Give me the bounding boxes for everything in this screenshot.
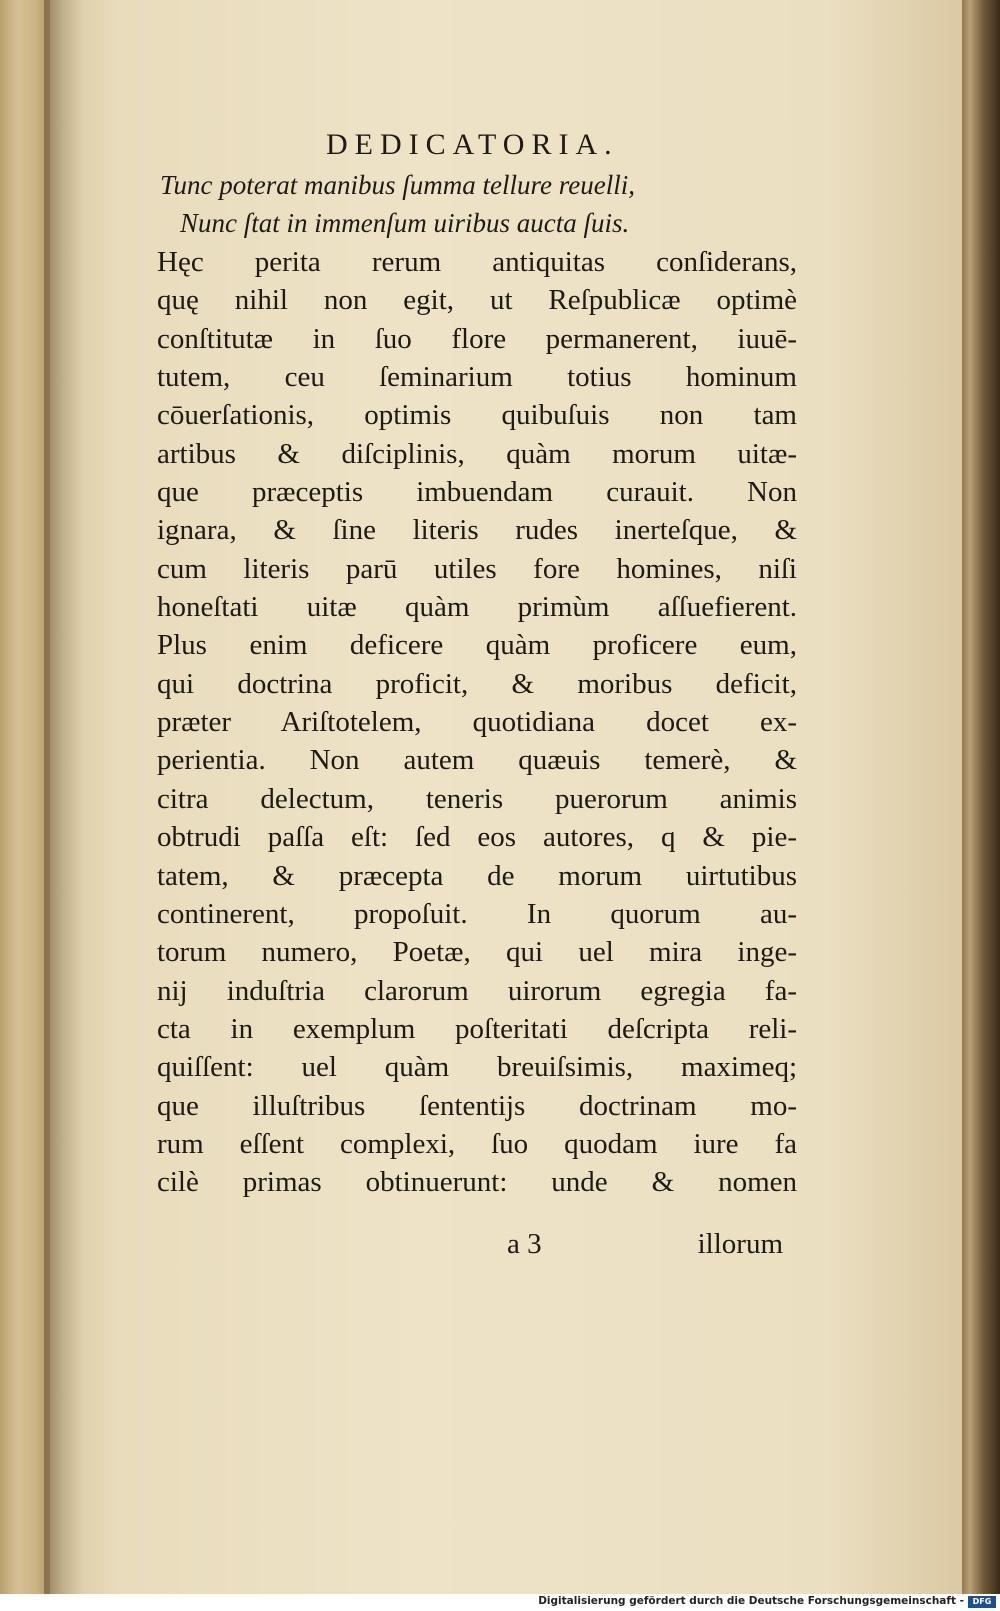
credit-bar [0, 1594, 1000, 1611]
page-footer [157, 1228, 797, 1268]
text-line: Plus enim deficere quàm proficere eum, [157, 629, 797, 662]
text-line: que præceptis imbuendam curauit. Non [157, 476, 797, 509]
funding-credit: Digitalisierung gefördert durch die Deutsche Forschungsgemeinschaft - [538, 1595, 964, 1607]
verse-line-2: Nunc ſtat in immenſum uiribus aucta ſuis. [180, 208, 630, 238]
text-line: cilè primas obtinuerunt: unde & nomen [157, 1166, 797, 1199]
body-text [157, 243, 797, 1202]
running-title: DEDICATORIA. [326, 128, 619, 161]
text-line: tutem, ceu ſeminarium totius hominum [157, 361, 797, 394]
text-line: perientia. Non autem quæuis temerè, & [157, 744, 797, 777]
text-line: rum eſſent complexi, ſuo quodam iure fa [157, 1127, 797, 1160]
text-line: cum literis parū utiles fore homines, niſi [157, 552, 797, 585]
text-line: que illuſtribus ſententijs doctrinam mo- [157, 1089, 797, 1122]
text-line: nij induſtria clarorum uirorum egregia fa- [157, 974, 797, 1007]
text-line: tatem, & præcepta de morum uirtutibus [157, 859, 797, 892]
text-line: honeſtati uitæ quàm primùm aſſuefierent. [157, 591, 797, 624]
dfg-logo-icon: DFG [968, 1596, 996, 1608]
text-line: conſtitutæ in ſuo flore permanerent, iuuē- [157, 322, 797, 355]
text-line: præter Ariſtotelem, quotidiana docet ex- [157, 706, 797, 739]
text-line: quę nihil non egit, ut Reſpublicæ optimè [157, 284, 797, 317]
text-line: cta in exemplum poſteritati deſcripta reli- [157, 1012, 797, 1045]
text-line: qui doctrina proficit, & moribus deficit, [157, 667, 797, 700]
text-line: torum numero, Poetæ, qui uel mira inge- [157, 936, 797, 969]
text-line: quiſſent: uel quàm breuiſsimis, maximeq; [157, 1051, 797, 1084]
signature-mark: a 3 [507, 1228, 542, 1260]
right-page-edges [960, 0, 1000, 1594]
text-line: continerent, propoſuit. In quorum au- [157, 897, 797, 930]
text-line: cōuerſationis, optimis quibuſuis non tam [157, 399, 797, 432]
binding-shadow [44, 0, 84, 1594]
catchword: illorum [697, 1228, 783, 1260]
text-line: artibus & diſciplinis, quàm morum uitæ- [157, 437, 797, 470]
text-line: citra delectum, teneris puerorum animis [157, 782, 797, 815]
text-line: Hęc perita rerum antiquitas conſiderans, [157, 246, 797, 278]
verse-line-1: Tunc poterat manibus ſumma tellure reuelli, [160, 170, 635, 200]
text-line: obtrudi paſſa eſt: ſed eos autores, q & pie- [157, 821, 797, 854]
text-line: ignara, & ſine literis rudes inerteſque, & [157, 514, 797, 547]
